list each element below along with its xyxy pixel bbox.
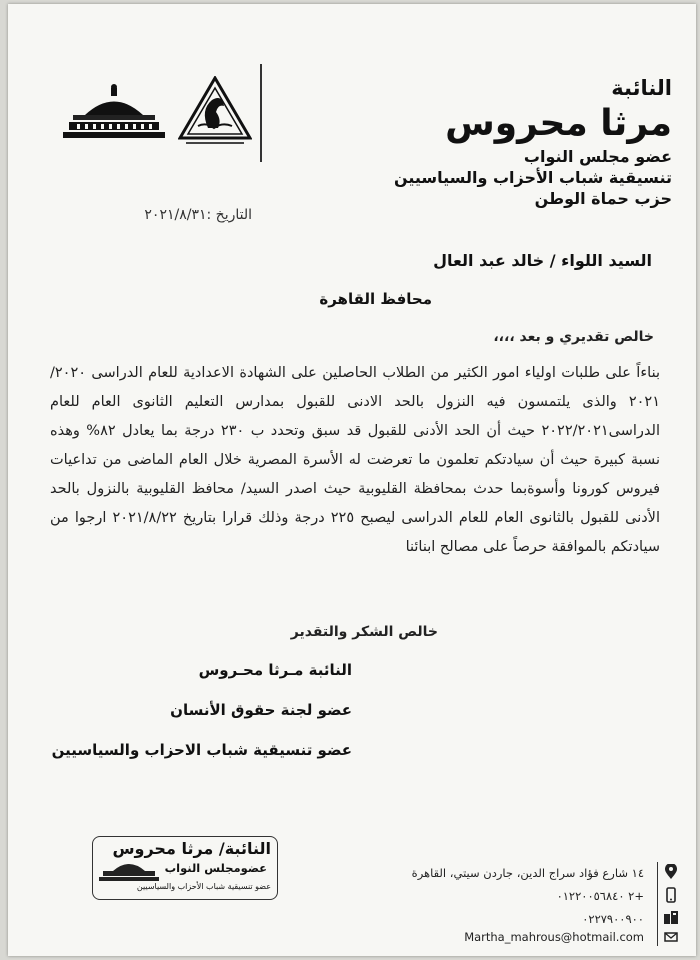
header-line-3: حزب حماة الوطن: [534, 189, 672, 208]
stamp-line-2: عضومجلس النواب: [164, 861, 267, 875]
body-paragraph: بناءاً على طلبات اولياء امور الكثير من الطلاب الحاصلين على الشهادة الاعدادية للعام الدراسى ٢٠٢٠/ ٢٠٢١ والذى يلتمسون فيه النزول بالحد الادنى للقبول بمدارس التعليم الثانوى العام للعام الدراسى٢٠٢٢/٢٠٢١ حيث أن الحد الأدنى للقبول قد سبق وتحدد ب ٢٣٠ درجة بما يعادل ٨٢% وهذه نسبة كبيرة حيث أن سيادتكم تعلمون ما تعرضت له الأسرة المصرية خلال العام الماضى من تداعيات فيروس كورونا وأسوةبما حدث بمحافظة القليوبية حيث اصدر السيد/ محافظ القليوبية بالنزول بالحد الأدنى للقبول بالثانوى العام للعام الدراسى ليصبح ٢٢٥ درجة وذلك قرارا بتاريخ ٢٠٢١/٨/٢٢ ارجوا من سيادتكم بالموافقة حرصاً على مصالح ابنائنا: [50, 365, 660, 555]
greeting: خالص تقديري و بعد ،،،،: [493, 329, 654, 345]
header-name: مرثا محروس: [445, 103, 672, 144]
footer-whatsapp: ٠٢٢٧٩٠٠٩٠٠: [582, 912, 644, 926]
stamp-line-3: عضو تنسيقية شباب الأحزاب والسياسيين: [136, 882, 271, 891]
stamp-parliament-icon: [99, 857, 159, 883]
footer-address: ١٤ شارع فؤاد سراج الدين، جاردن سيتي، القاهرة: [411, 866, 644, 880]
letter-page: [8, 4, 696, 956]
party-emblem-logo: [178, 76, 252, 150]
signature-line-2: عضو لجنة حقوق الأنسان: [170, 701, 352, 719]
email-icon: [664, 931, 678, 943]
signature-line-3: عضو تنسيقية شباب الاحزاب والسياسيين: [51, 741, 352, 759]
recipient-line-2: محافظ القاهرة: [319, 290, 432, 308]
whatsapp-icon: [663, 909, 679, 925]
footer-email[interactable]: Martha_mahrous@hotmail.com: [464, 930, 644, 944]
header-line-2: تنسيقية شباب الأحزاب والسياسيين: [393, 168, 672, 187]
header-title: النائبة: [611, 76, 672, 100]
header-divider: [260, 64, 262, 162]
official-stamp: [92, 836, 278, 900]
parliament-logo: [63, 82, 165, 144]
phone-icon: [664, 887, 678, 903]
letter-date: التاريخ :٢٠٢١/٨/٣١: [144, 207, 252, 223]
footer-divider: [657, 862, 658, 946]
closing: خالص الشكر والتقدير: [290, 624, 438, 640]
footer-phone: +٢ ٠١٢٢٠٠٥٦٨٤٠: [556, 889, 644, 903]
signature-line-1: النائبة مـرثا محـروس: [198, 661, 352, 679]
recipient-line-1: السيد اللواء / خالد عبد العال: [433, 251, 652, 270]
header-line-1: عضو مجلس النواب: [523, 147, 672, 166]
location-icon: [664, 864, 678, 880]
stamp-line-1: النائبة/ مرثا محروس: [112, 839, 271, 858]
